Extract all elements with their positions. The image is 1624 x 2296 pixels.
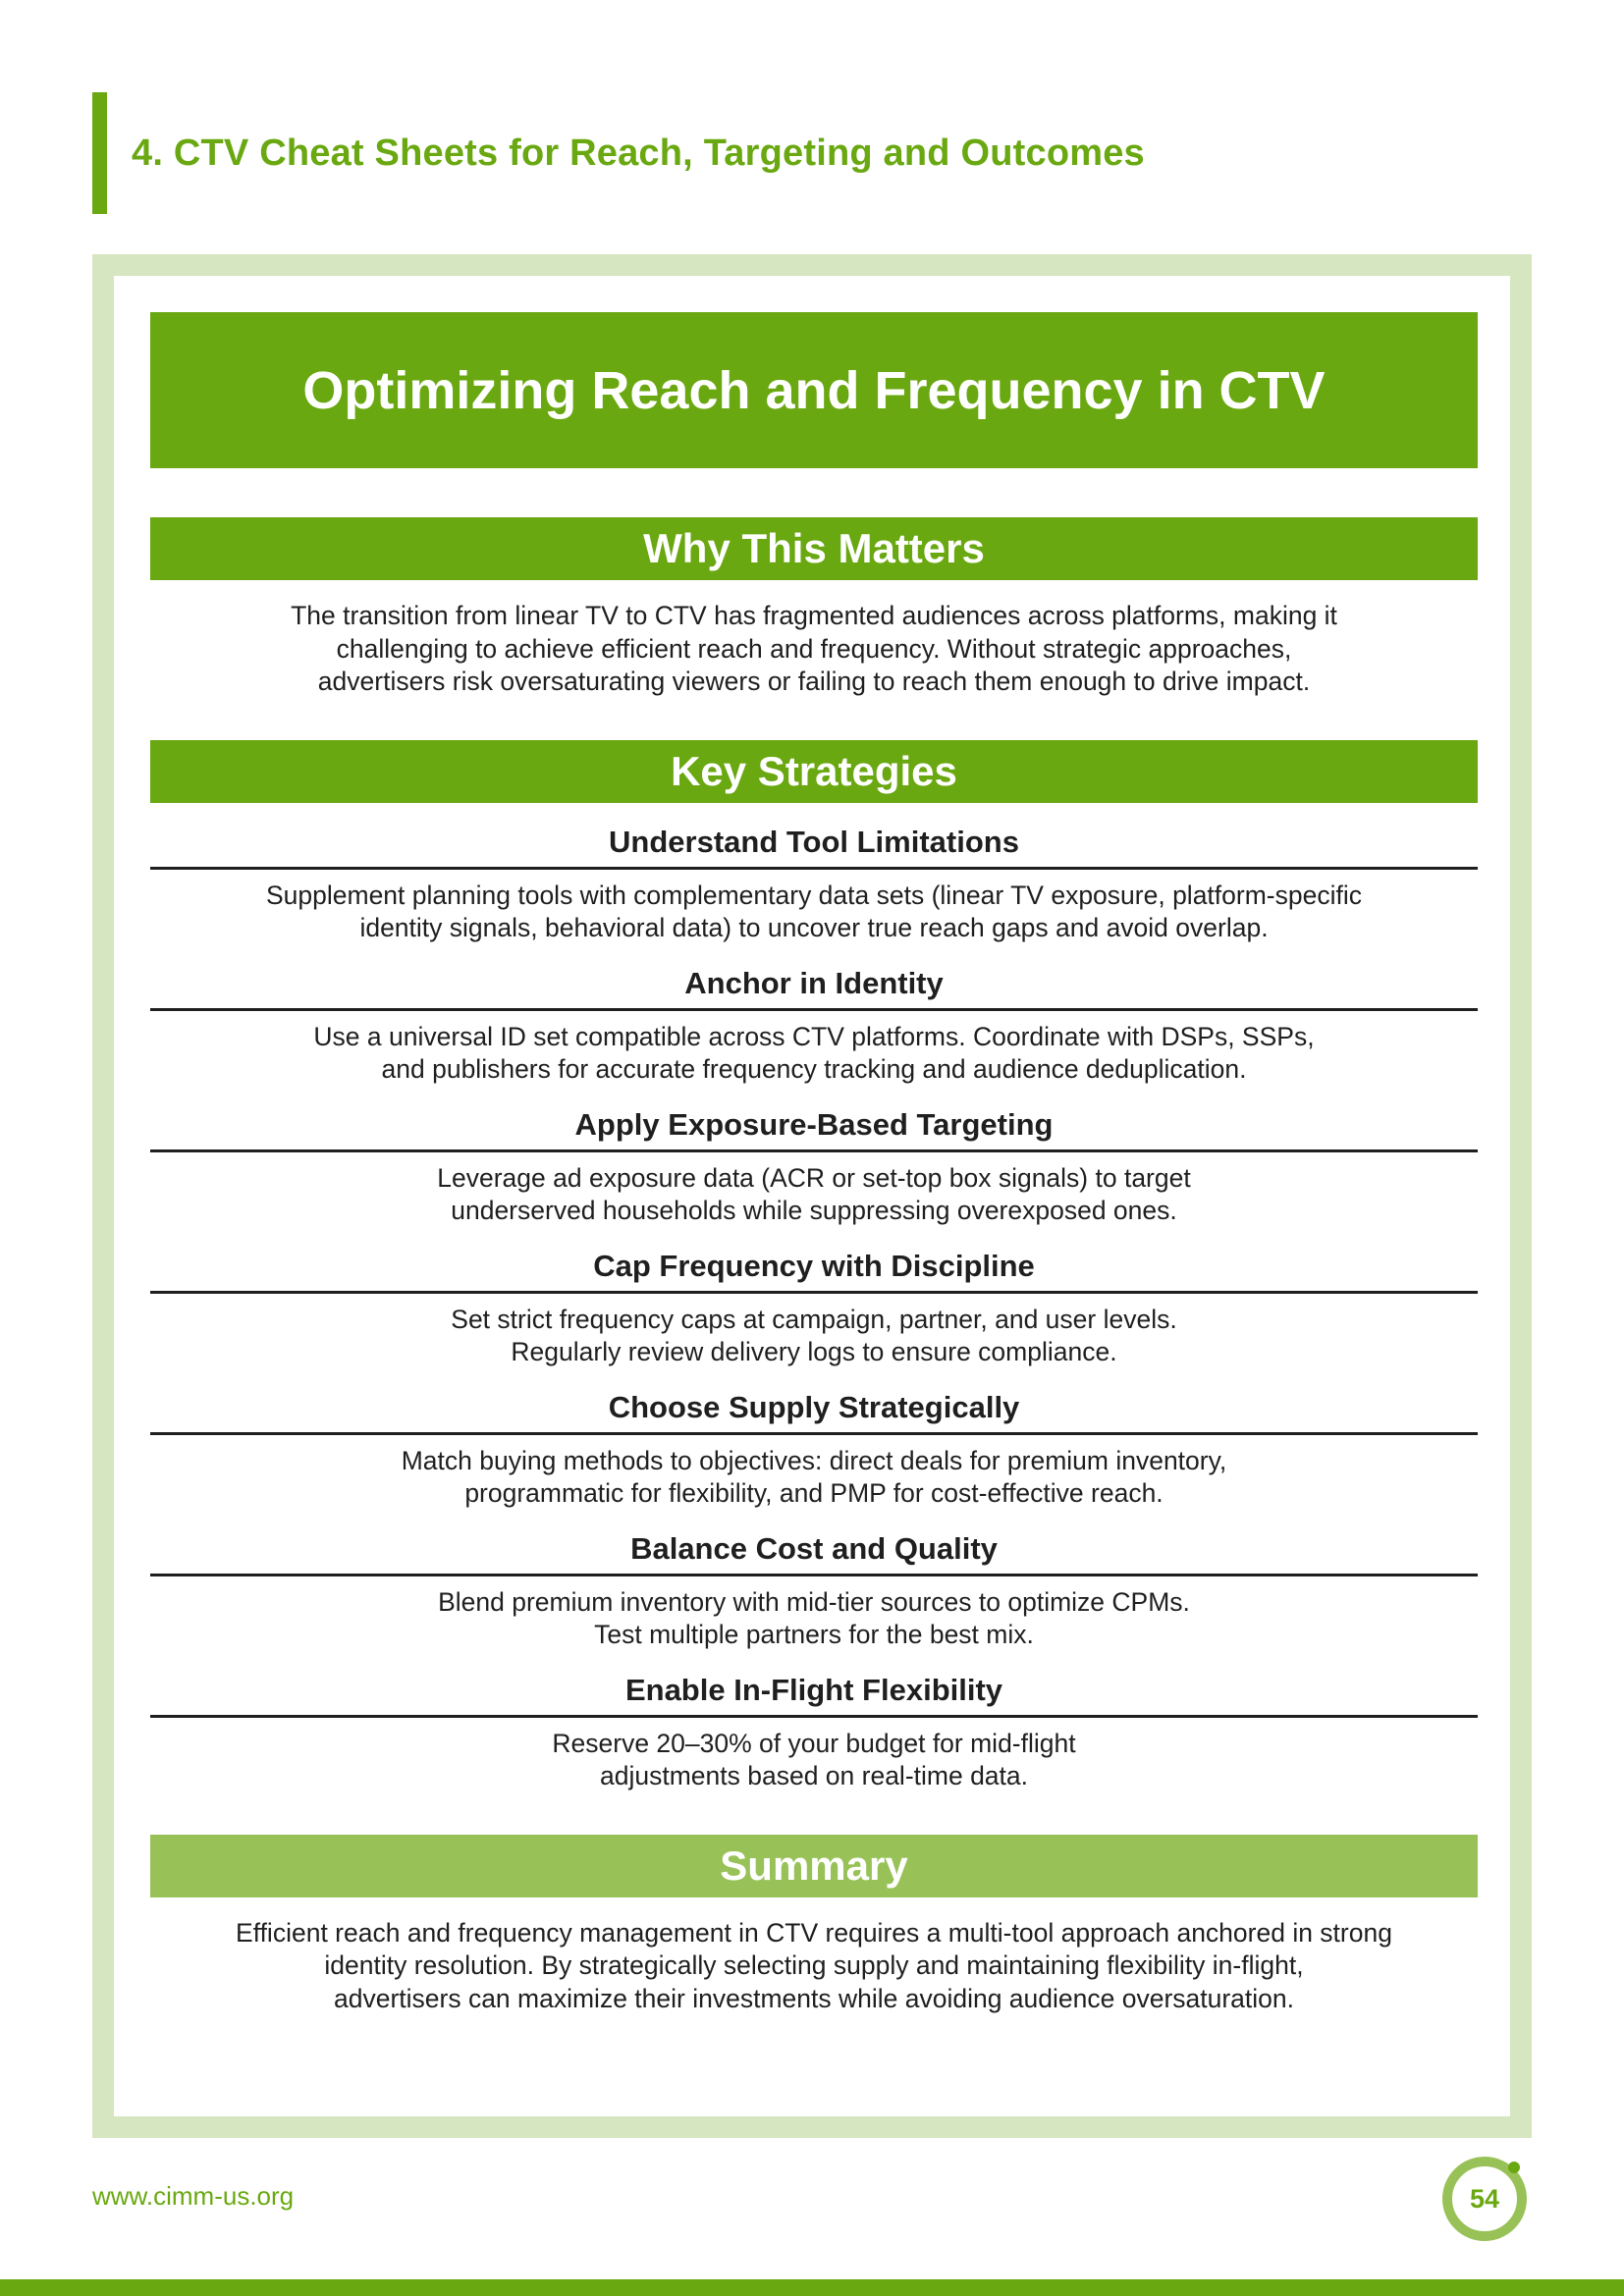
- text-line: Set strict frequency caps at campaign, partner, and user levels.: [451, 1304, 1177, 1334]
- strategy-title: Understand Tool Limitations: [150, 818, 1478, 870]
- text-line: Blend premium inventory with mid-tier sources to optimize CPMs.: [438, 1586, 1190, 1617]
- text-line: underserved households while suppressing overexposed ones.: [451, 1196, 1177, 1225]
- website-link[interactable]: www.cimm-us.org: [92, 2181, 295, 2211]
- strategy-description: [150, 1445, 1478, 1511]
- strategy-title: Anchor in Identity: [150, 959, 1478, 1011]
- summary-heading: Summary: [150, 1835, 1478, 1897]
- summary-text: [150, 1917, 1478, 2016]
- text-line: The transition from linear TV to CTV has fragmented audiences across platforms, making it: [291, 601, 1337, 630]
- strategy-item: [150, 1524, 1478, 1652]
- key-strategies-heading: Key Strategies: [150, 740, 1478, 803]
- strategy-list: [150, 818, 1478, 1793]
- cheat-sheet-frame: [92, 254, 1532, 2138]
- text-line: advertisers risk oversaturating viewers or failing to reach them enough to drive impact.: [317, 667, 1311, 696]
- text-line: identity resolution. By strategically selecting supply and maintaining flexibility in-flight,: [324, 1950, 1304, 1980]
- why-this-matters-heading: Why This Matters: [150, 517, 1478, 580]
- cheat-sheet-panel: [114, 276, 1510, 2116]
- text-line: identity signals, behavioral data) to uncover true reach gaps and avoid overlap.: [359, 913, 1269, 942]
- section-title: 4. CTV Cheat Sheets for Reach, Targeting and Outcomes: [132, 132, 1145, 174]
- strategy-item: [150, 1666, 1478, 1793]
- strategy-item: [150, 818, 1478, 945]
- strategy-description: [150, 1304, 1478, 1369]
- strategy-description: [150, 1586, 1478, 1652]
- strategy-title: Apply Exposure-Based Targeting: [150, 1100, 1478, 1152]
- strategy-description: [150, 1162, 1478, 1228]
- strategy-title: Enable In-Flight Flexibility: [150, 1666, 1478, 1718]
- strategy-item: [150, 959, 1478, 1087]
- strategy-item: [150, 1100, 1478, 1228]
- strategy-item: [150, 1383, 1478, 1511]
- text-line: Reserve 20–30% of your budget for mid-flight: [552, 1728, 1076, 1758]
- text-line: challenging to achieve efficient reach and frequency. Without strategic approaches,: [336, 633, 1292, 664]
- strategy-title: Cap Frequency with Discipline: [150, 1242, 1478, 1294]
- why-this-matters-text: [150, 600, 1478, 699]
- text-line: advertisers can maximize their investments while avoiding audience oversaturation.: [333, 1983, 1295, 2013]
- main-title-banner: [150, 312, 1478, 468]
- strategy-title: Choose Supply Strategically: [150, 1383, 1478, 1435]
- strategy-description: [150, 1728, 1478, 1793]
- text-line: Regularly review delivery logs to ensure compliance.: [511, 1337, 1117, 1366]
- text-line: Match buying methods to objectives: direct deals for premium inventory,: [401, 1445, 1227, 1475]
- page-number-badge: [1440, 2155, 1529, 2243]
- text-line: Leverage ad exposure data (ACR or set-top box signals) to target: [437, 1162, 1191, 1193]
- bottom-accent-bar: [0, 2279, 1624, 2296]
- text-line: Supplement planning tools with complementary data sets (linear TV exposure, platform-specific: [265, 880, 1362, 910]
- strategy-item: [150, 1242, 1478, 1369]
- text-line: Efficient reach and frequency management in CTV requires a multi-tool approach anchored in strong: [236, 1917, 1392, 1948]
- cheat-sheet-content: [150, 312, 1478, 2015]
- text-line: and publishers for accurate frequency tracking and audience deduplication.: [381, 1054, 1247, 1084]
- text-line: Test multiple partners for the best mix.: [594, 1620, 1034, 1649]
- strategy-description: [150, 880, 1478, 945]
- main-title: Optimizing Reach and Frequency in CTV: [302, 360, 1326, 420]
- strategy-description: [150, 1021, 1478, 1087]
- page-number: 54: [1469, 2183, 1500, 2214]
- text-line: Use a universal ID set compatible across CTV platforms. Coordinate with DSPs, SSPs,: [313, 1021, 1315, 1051]
- section-header: [92, 92, 1145, 214]
- text-line: programmatic for flexibility, and PMP for cost-effective reach.: [464, 1478, 1164, 1508]
- text-line: adjustments based on real-time data.: [599, 1761, 1029, 1790]
- strategy-title: Balance Cost and Quality: [150, 1524, 1478, 1576]
